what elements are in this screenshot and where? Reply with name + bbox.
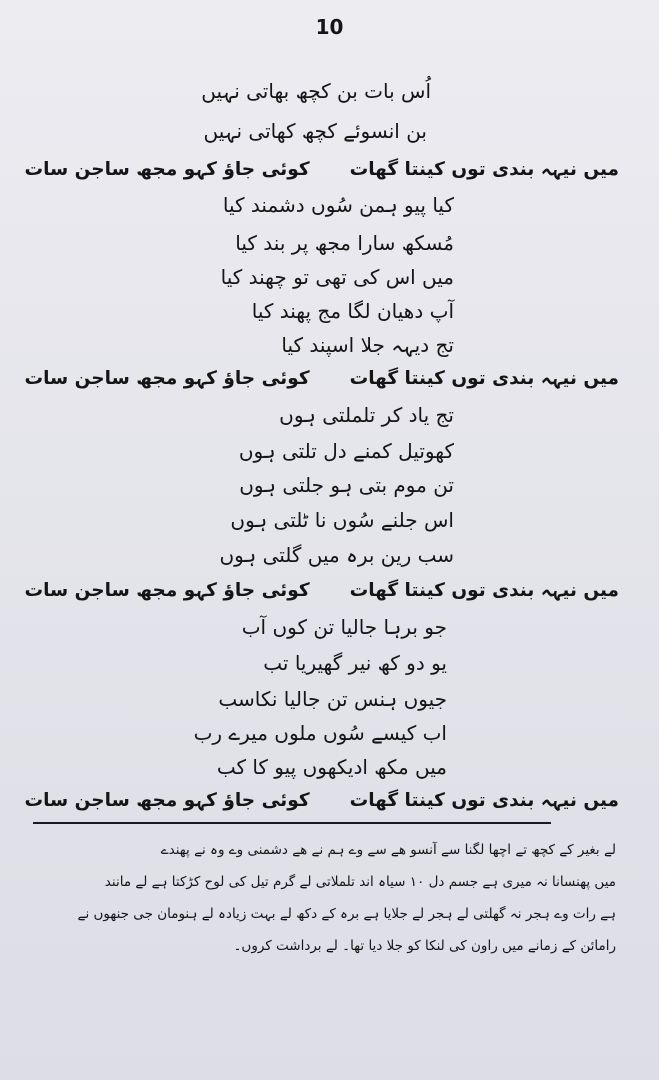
refrain-part-2: میں نیہہ بندی توں کینتا گھات — [349, 368, 619, 389]
refrain-part-2: میں نیہہ بندی توں کینتا گھات — [349, 159, 619, 180]
refrain-part-1: کوئی جاؤ کہو مجھ ساجن سات — [24, 580, 310, 601]
refrain-line — [24, 786, 619, 816]
verse-line: مُسکھ سارا مجھ پر بند کیا — [235, 231, 454, 255]
refrain-part-1: کوئی جاؤ کہو مجھ ساجن سات — [24, 159, 310, 180]
verse-line: تج دیہہ جلا اسپند کیا — [281, 333, 454, 357]
verse-line: یو دو کھ نیر گھیریا تب — [263, 651, 447, 675]
verse-line: جیوں ہنس تن جالیا نکاسب — [218, 687, 447, 711]
verse-line: آپ دھیان لگا مج پھند کیا — [251, 299, 454, 323]
refrain-part-1: کوئی جاؤ کہو مجھ ساجن سات — [24, 368, 310, 389]
verse-line: تج یاد کر تلملتی ہوں — [279, 403, 454, 427]
refrain-part-2: میں نیہہ بندی توں کینتا گھات — [349, 790, 619, 811]
verse-line: کھوتیل کمنے دل تلتی ہوں — [238, 439, 454, 463]
verse-line: میں مکھ ادیکھوں پیو کا کب — [216, 755, 447, 779]
refrain-line — [24, 155, 619, 185]
verse-line: سب رین برہ میں گلتی ہوں — [219, 543, 454, 567]
verse-line: جو برہا جالیا تن کوں آب — [241, 615, 447, 639]
footnote-line: ہے رات وے ہجر نہ گھلتی لے ہجر لے جلایا ہے برہ کے دکھ لے بہت زیادہ لے ہنومان جی جنھوں نے — [77, 906, 616, 922]
footnote-line: رامائن کے زمانے میں راون کی لنکا کو جلا دیا تھا۔ لے برداشت کروں۔ — [233, 938, 616, 954]
refrain-line — [24, 364, 619, 394]
footnote-divider — [33, 822, 551, 824]
refrain-part-2: میں نیہہ بندی توں کینتا گھات — [349, 580, 619, 601]
footnote-line: میں پھنسانا نہ میری ہے جسم دل ۱۰ سیاہ اند تلملاتی لے گرم تیل کی لوح کڑکتا ہے لے مانند — [104, 874, 616, 890]
verse-line: میں اس کی تھی تو چھند کیا — [220, 265, 454, 289]
verse-line: تن موم بتی ہو جلتی ہوں — [239, 473, 454, 497]
verse-line: اب کیسے سُوں ملوں میرے رب — [193, 721, 447, 745]
refrain-part-1: کوئی جاؤ کہو مجھ ساجن سات — [24, 790, 310, 811]
verse-line: بن انسوئے کچھ کھاتی نہیں — [203, 119, 427, 143]
footnote-line: لے بغیر کے کچھ تے اچھا لگنا سے آنسو ھے سے وے ہم نے ھے دشمنی وے وہ نے پھندے — [160, 842, 616, 858]
page-number: 10 — [315, 15, 344, 39]
verse-line: کیا پیو ہمن سُوں دشمند کیا — [222, 193, 454, 217]
refrain-line — [24, 576, 619, 606]
verse-line: اُس بات بن کچھ بھاتی نہیں — [201, 79, 431, 103]
verse-line: اس جلنے سُوں نا ٹلتی ہوں — [230, 508, 454, 532]
